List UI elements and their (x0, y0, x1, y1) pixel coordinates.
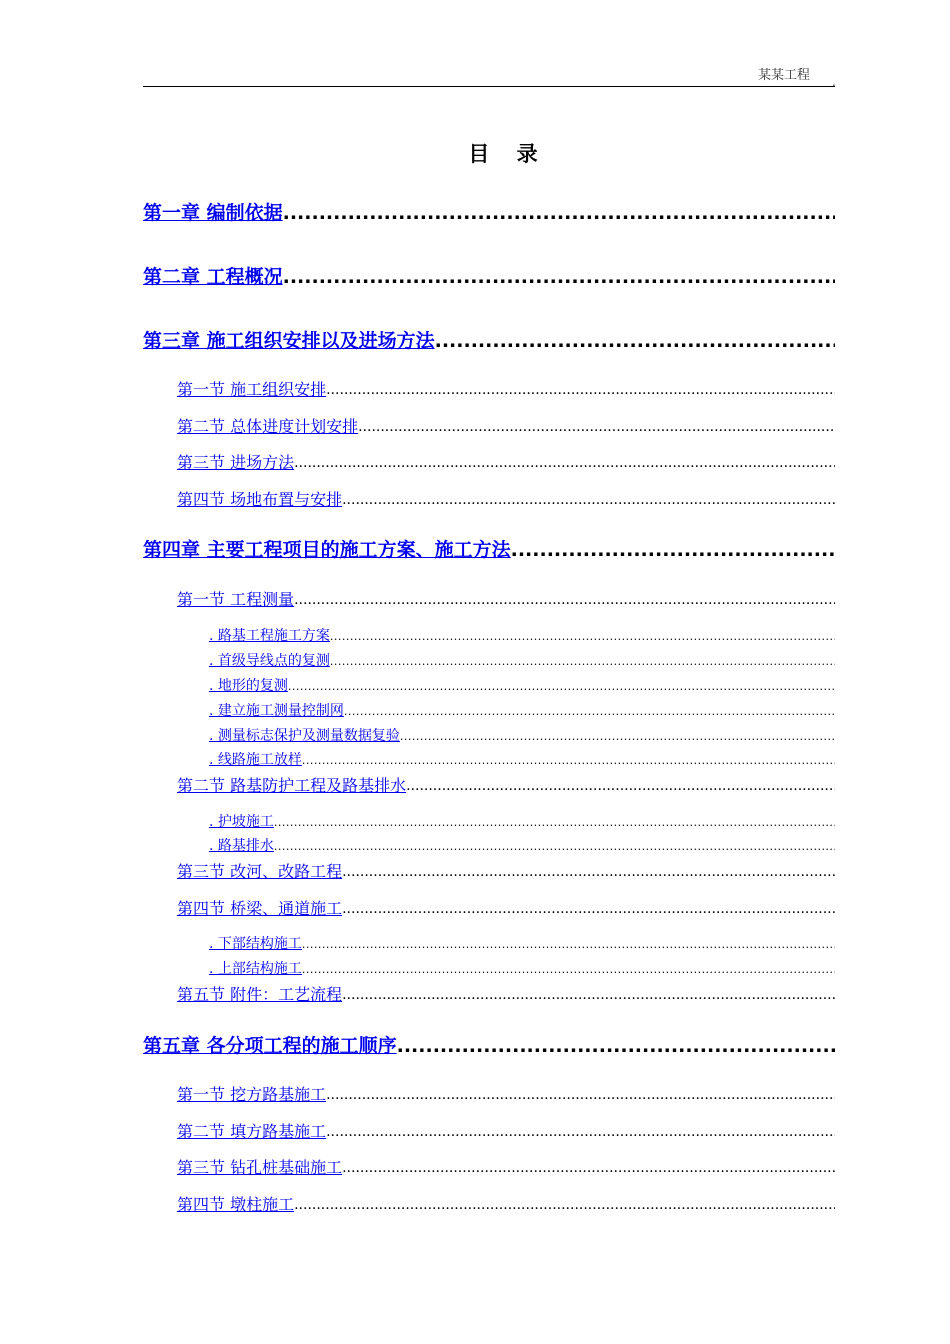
toc-entry-label[interactable]: . 线路施工放样 (209, 752, 302, 768)
running-header: 某某工程 (757, 68, 810, 83)
toc-entry-label[interactable]: . 路基工程施工方案 (209, 628, 330, 644)
toc-title: 目 录 (468, 142, 548, 166)
toc-entry-label[interactable]: 第一节 挖方路基施工 (177, 1085, 327, 1104)
toc-entry-section[interactable] (177, 416, 835, 438)
toc-entry-subsection[interactable] (209, 627, 835, 646)
dot-leader (294, 589, 835, 611)
toc-entry-section[interactable] (177, 379, 835, 401)
toc-entry-label[interactable]: 第四节 墩柱施工 (177, 1195, 295, 1214)
toc-entry-label[interactable]: 第二节 总体进度计划安排 (177, 417, 359, 436)
dot-leader (342, 861, 835, 883)
toc-entry-label[interactable]: . 首级导线点的复测 (209, 653, 330, 669)
dot-leader (342, 984, 835, 1006)
toc-entry-label[interactable]: 第三章 施工组织安排以及进场方法 (143, 330, 435, 352)
toc-entry-label[interactable]: 第五节 附件：工艺流程 (177, 985, 343, 1004)
toc-entry-section[interactable] (177, 1084, 835, 1106)
toc-entry-section[interactable] (177, 775, 835, 797)
toc-entry-section[interactable] (177, 898, 835, 920)
toc-entry-label[interactable]: 第四节 桥梁、通道施工 (177, 899, 343, 918)
dot-leader (288, 677, 835, 696)
toc-entry-label[interactable]: 第二章 工程概况 (143, 266, 283, 288)
toc-entry-section[interactable] (177, 1194, 835, 1216)
toc-entry-label[interactable]: 第二节 路基防护工程及路基排水 (177, 776, 407, 795)
toc-entry-label[interactable]: . 下部结构施工 (209, 936, 302, 952)
toc-entry-subsection[interactable] (209, 935, 835, 954)
toc-entry-label[interactable]: 第一节 工程测量 (177, 590, 295, 609)
toc-entry-label[interactable]: 第三节 进场方法 (177, 453, 295, 472)
dot-leader (294, 452, 835, 474)
toc-entry-subsection[interactable] (209, 813, 835, 832)
toc-entry-label[interactable]: . 上部结构施工 (209, 961, 302, 977)
dot-leader (511, 537, 835, 563)
toc-entry-label[interactable]: 第三节 改河、改路工程 (177, 862, 343, 881)
dot-leader (302, 960, 835, 979)
dot-leader (326, 1084, 835, 1106)
toc-entry-section[interactable] (177, 1157, 835, 1179)
toc-entry-label[interactable]: . 护坡施工 (209, 814, 274, 830)
toc-entry-subsection[interactable] (209, 652, 835, 671)
dot-leader (283, 264, 835, 290)
toc-entry-label[interactable]: 第一章 编制依据 (143, 202, 283, 224)
toc-entry-section[interactable] (177, 861, 835, 883)
dot-leader (274, 813, 835, 832)
dot-leader (400, 727, 835, 746)
dot-leader (302, 935, 835, 954)
dot-leader (435, 328, 835, 354)
toc-entry-chapter-4[interactable] (143, 537, 835, 563)
toc-entry-chapter-5[interactable] (143, 1033, 835, 1059)
toc-entry-label[interactable]: 第五章 各分项工程的施工顺序 (143, 1035, 397, 1057)
dot-leader (326, 1121, 835, 1143)
header-rule (143, 86, 835, 87)
dot-leader (342, 489, 835, 511)
toc-entry-label[interactable]: 第三节 钻孔桩基础施工 (177, 1158, 343, 1177)
toc-entry-subsection[interactable] (209, 677, 835, 696)
toc-entry-subsection[interactable] (209, 751, 835, 770)
toc-entry-chapter-1[interactable] (143, 200, 835, 226)
dot-leader (342, 898, 835, 920)
toc-entry-chapter-2[interactable] (143, 264, 835, 290)
header-dot: . (832, 75, 836, 89)
toc-entry-label[interactable]: . 测量标志保护及测量数据复验 (209, 728, 400, 744)
toc-entry-label[interactable]: 第四章 主要工程项目的施工方案、施工方法 (143, 539, 511, 561)
toc-entry-subsection[interactable] (209, 837, 835, 856)
toc-entry-section[interactable] (177, 1121, 835, 1143)
toc-entry-label[interactable]: . 地形的复测 (209, 678, 288, 694)
toc-entry-label[interactable]: 第四节 场地布置与安排 (177, 490, 343, 509)
toc-entry-label[interactable]: 第一节 施工组织安排 (177, 380, 327, 399)
toc-entry-label[interactable]: . 路基排水 (209, 838, 274, 854)
toc-entry-section[interactable] (177, 452, 835, 474)
dot-leader (302, 751, 835, 770)
dot-leader (406, 775, 835, 797)
toc-entry-label[interactable]: 第二节 填方路基施工 (177, 1122, 327, 1141)
dot-leader (342, 1157, 835, 1179)
dot-leader (283, 200, 835, 226)
toc-entry-chapter-3[interactable] (143, 328, 835, 354)
toc-entry-label[interactable]: . 建立施工测量控制网 (209, 703, 344, 719)
dot-leader (330, 627, 835, 646)
toc-entry-section[interactable] (177, 589, 835, 611)
dot-leader (326, 379, 835, 401)
toc-entry-subsection[interactable] (209, 702, 835, 721)
dot-leader (344, 702, 835, 721)
toc-entry-section[interactable] (177, 984, 835, 1006)
dot-leader (294, 1194, 835, 1216)
dot-leader (274, 837, 835, 856)
dot-leader (397, 1033, 835, 1059)
toc-entry-subsection[interactable] (209, 960, 835, 979)
dot-leader (358, 416, 835, 438)
dot-leader (330, 652, 835, 671)
toc-entry-section[interactable] (177, 489, 835, 511)
toc-entry-subsection[interactable] (209, 727, 835, 746)
